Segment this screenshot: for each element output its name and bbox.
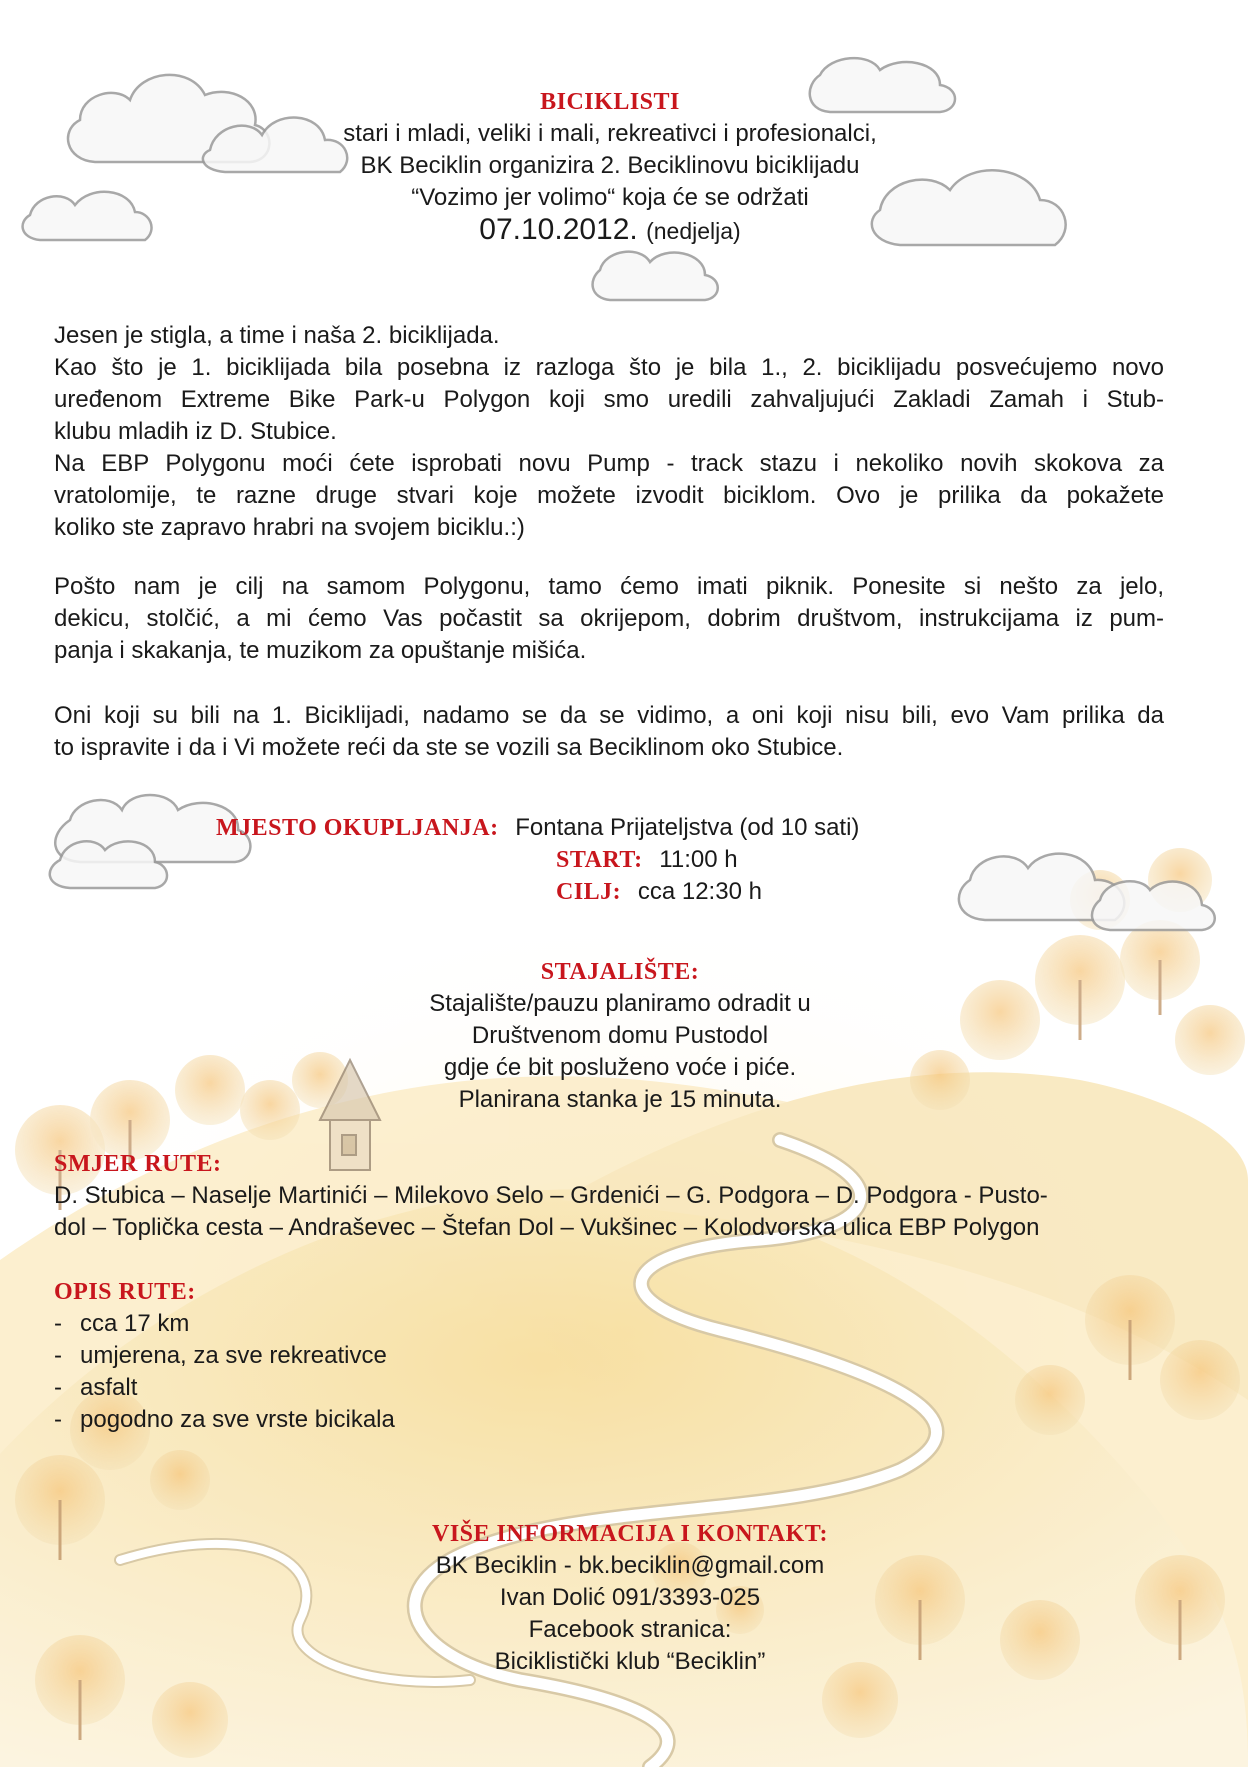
stop-line: Društvenom domu Pustodol [471,1022,769,1049]
intro-line: Jesen je stigla, a time i naša 2. biciklijada. [54,322,500,349]
description-title: OPIS RUTE: [54,1279,196,1305]
event-date: 07.10.2012. [479,213,638,246]
stop-section [300,956,940,1116]
event-day: (nedjelja) [646,218,741,244]
contact-facebook-page[interactable]: Biciklistički klub “Beciklin” [494,1648,766,1675]
header-line-1: stari i mladi, veliki i mali, rekreativci i profesionalci, [343,120,877,147]
intro-line: uređenom Extreme Bike Park-u Polygon koji smo uredili zahvaljujući Zakladi Zamah i Stub- [54,386,1164,413]
route-line: D. Stubica – Naselje Martinići – Milekovo Selo – Grdenići – G. Podgora – D. Podgora - Pusto- [54,1182,1048,1209]
meeting-place-value: Fontana Prijateljstva (od 10 sati) [515,814,860,841]
picnic-line: panja i skakanja, te muzikom za opuštanje mišića. [54,637,587,664]
route-section [54,1148,1174,1244]
invite-line: Oni koji su bili na 1. Biciklijadi, nadamo se da se vidimo, a oni koji nisu bili, evo Vam prilika da [54,702,1164,729]
intro-line: koliko ste zapravo hrabri na svojem biciklu.:) [54,514,525,541]
list-item: - pogodno za sve vrste bicikala [54,1406,395,1433]
meeting-place-label: MJESTO OKUPLJANJA: [216,815,499,841]
list-item: - umjerena, za sve rekreativce [54,1342,387,1369]
start-value: 11:00 h [659,846,738,873]
finish-value: cca 12:30 h [637,878,762,905]
stop-title: STAJALIŠTE: [540,959,700,985]
invite-line: to ispravite i da i Vi možete reći da ste se vozili sa Beciklinom oko Stubice. [54,734,844,761]
picnic-line: Pošto nam je cilj na samom Polygonu, tamo ćemo imati piknik. Ponesite si nešto za jelo, [54,573,1164,600]
route-title: SMJER RUTE: [54,1151,222,1177]
stop-line: gdje će bit posluženo voće i piće. [443,1054,797,1081]
route-description [54,1276,654,1436]
meeting-place-row [216,812,859,844]
route-line: dol – Toplička cesta – Andraševec – Štefan Dol – Vukšinec – Kolodvorska ulica EBP Polygon [54,1214,1040,1241]
header-block [250,86,970,247]
header-line-3: “Vozimo jer volimo“ koja će se održati [411,184,809,211]
picnic-text [54,571,1164,667]
event-date-line [250,214,970,247]
intro-line: vratolomije, te razne druge stvari koje možete izvodit biciklom. Ovo je prilika da pokažete [54,482,1164,509]
picnic-line: dekicu, stolčić, a mi ćemo Vas počastit sa okrijepom, dobrim društvom, instrukcijama iz pum- [54,605,1164,632]
invite-text [54,700,1164,764]
intro-line: Kao što je 1. biciklijada bila posebna iz razloga što je bila 1., 2. biciklijadu posvećujemo novo [54,354,1164,381]
contact-facebook-label: Facebook stranica: [528,1616,732,1643]
intro-line: klubu mladih iz D. Stubice. [54,418,337,445]
stop-line: Stajalište/pauzu planiramo odradit u [429,990,811,1017]
intro-text [54,320,1164,544]
finish-row [556,876,762,908]
list-item: - cca 17 km [54,1310,190,1337]
contact-section [300,1518,960,1678]
finish-label: CILJ: [556,879,622,905]
contact-phone[interactable]: Ivan Dolić 091/3393-025 [499,1584,761,1611]
intro-line: Na EBP Polygonu moći ćete isprobati novu Pump - track stazu i nekoliko novih skokova za [54,450,1164,477]
start-row [556,844,738,876]
start-label: START: [556,847,643,873]
list-item: - asfalt [54,1374,138,1401]
header-line-2: BK Beciklin organizira 2. Beciklinovu biciklijadu [360,152,860,179]
stop-line: Planirana stanka je 15 minuta. [458,1086,782,1113]
contact-title: VIŠE INFORMACIJA I KONTAKT: [432,1521,828,1547]
event-title: BICIKLISTI [540,89,680,115]
contact-email[interactable]: BK Beciklin - bk.beciklin@gmail.com [435,1552,825,1579]
